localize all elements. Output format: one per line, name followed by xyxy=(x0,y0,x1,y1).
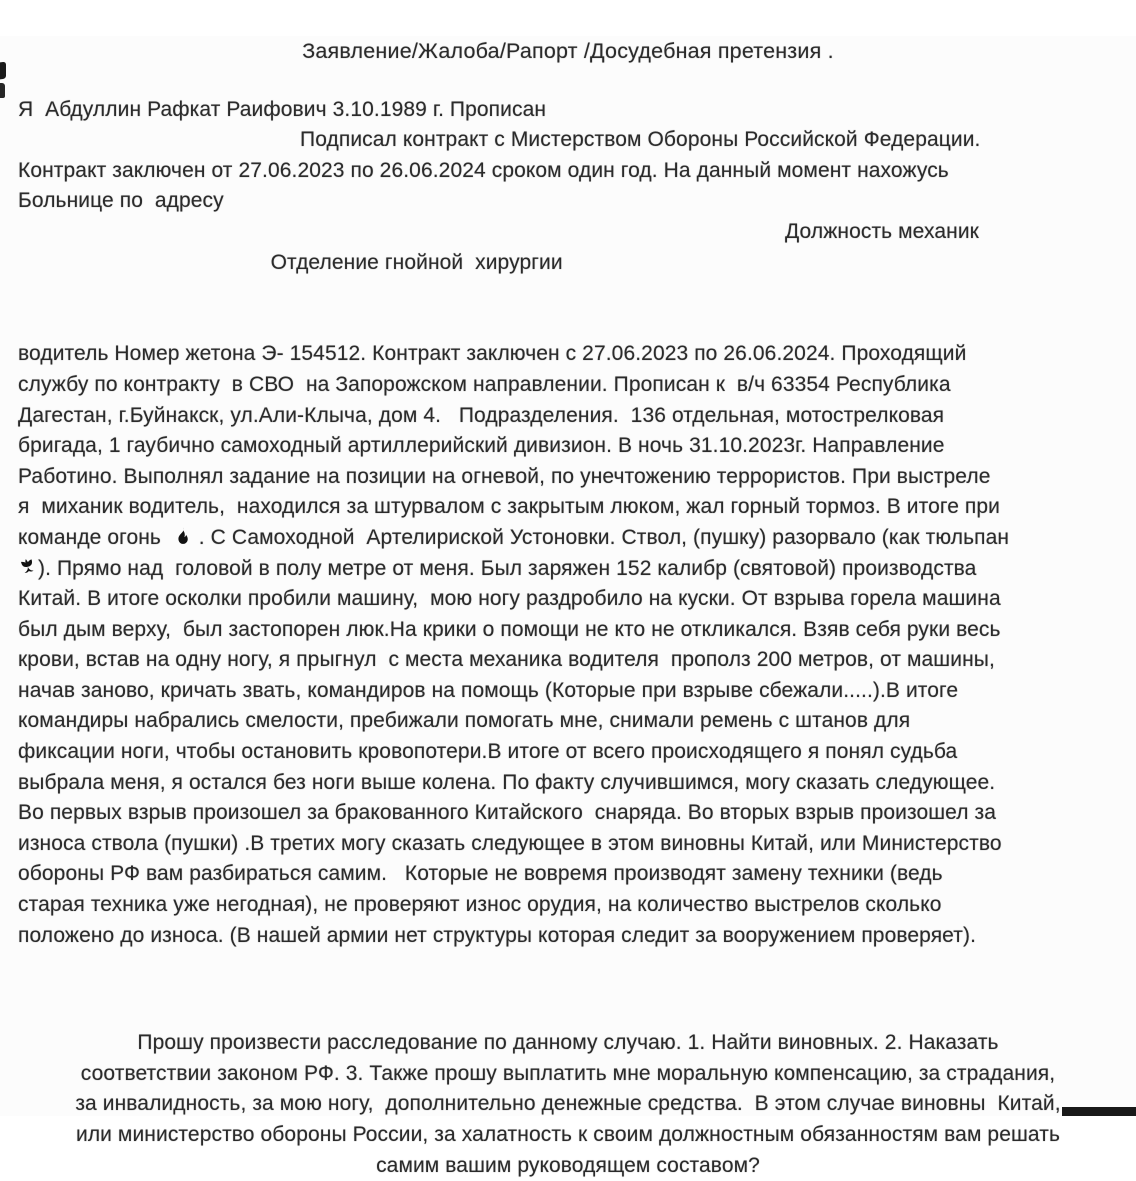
intro-line-contract-signed: Подписал контракт с Мистерством Обороны Российской Федерации. xyxy=(300,128,981,152)
scan-artifact-left xyxy=(0,83,5,98)
text-line: старая техника уже негодная), не проверяют износ орудия, на количество выстрелов сколько xyxy=(18,893,942,917)
text-line: обороны РФ вам разбираться самим. Которые не вовремя производят замену техники (ведь xyxy=(18,862,943,886)
closing-request-paragraph xyxy=(0,1028,1136,1181)
fire-icon xyxy=(173,525,193,548)
intro-line-applicant: Я Абдуллин Рафкат Раифович 3.10.1989 г. Прописан xyxy=(18,97,547,121)
text-line: водитель Номер жетона Э- 154512. Контракт заключен с 27.06.2023 по 26.06.2024. Проходящий xyxy=(18,342,967,366)
intro-line-contract-dates: Контракт заключен от 27.06.2023 по 26.06.2024 сроком один год. На данный момент нахожусь xyxy=(18,158,949,182)
text-line-fire xyxy=(0,523,1136,554)
fire-line-before: команде огонь xyxy=(18,525,173,549)
closing-line: Прошу произвести расследование по данному случаю. 1. Найти виновных. 2. Наказать xyxy=(137,1031,999,1055)
intro-line-hospital-address: Больнице по адресу xyxy=(18,189,224,213)
text-line: бригада, 1 гаубично самоходный артиллерийский дивизион. В ночь 31.10.2023г. Направление xyxy=(18,434,945,458)
department-label: Отделение гнойной хирургии xyxy=(270,250,563,274)
text-line: выбрала меня, я остался без ноги выше колена. По факту случившимся, могу сказать следующее. xyxy=(18,770,996,794)
scan-artifact-bottom-bar xyxy=(1062,1107,1136,1116)
document-title: Заявление/Жалоба/Рапорт /Досудебная претензия . xyxy=(302,39,834,63)
text-line: службу по контракту в СВО на Запорожском направлении. Прописан к в/ч 63354 Республика xyxy=(18,372,951,396)
document-body xyxy=(0,95,1136,1181)
text-line: Дагестан, г.Буйнакск, ул.Али-Клыча, дом 4. Подразделения. 136 отдельная, мотострелковая xyxy=(18,403,945,427)
scanned-document-page xyxy=(0,36,1136,1177)
text-line: положено до износа. (В нашей армии нет структуры которая следит за вооружением проверяет). xyxy=(18,923,976,947)
text-line: командиры набрались смелости, пребижали помогать мне, снимали ремень с штанов для xyxy=(18,709,911,733)
text-line: Китай. В итоге осколки пробили машину, мою ногу раздробило на куски. От взрыва горела машина xyxy=(18,587,1001,611)
department-position-line xyxy=(0,217,1136,339)
closing-line: соответствии законом РФ. 3. Также прошу выплатить мне моральную компенсацию, за страдания, xyxy=(80,1061,1056,1085)
tulip-icon xyxy=(16,553,41,580)
position-label: Должность механик xyxy=(785,219,979,243)
text-line: Работино. Выполнял задание на позиции на огневой, по унечтожению террористов. При выстреле xyxy=(18,464,991,488)
closing-line: или министерство обороны России, за халатность к своим должностным обязанностям вам решать xyxy=(75,1123,1060,1146)
tulip-line-after: ). Прямо над головой в полу метре от меня. Был заряжен 152 калибр (святовой) производства xyxy=(38,556,977,580)
text-line: износа ствола (пушки) .В третих могу сказать следующее в этом виновны Китай, или Министерство xyxy=(18,831,1002,855)
text-line: я миханик водитель, находился за штурвалом с закрытым люком, жал горный тормоз. В итоге при xyxy=(18,495,1000,519)
closing-line: самим вашим руководящем составом? xyxy=(376,1153,760,1177)
text-line: крови, встав на одну ногу, я прыгнул с места механика водителя прополз 200 метров, от машины, xyxy=(18,648,995,672)
closing-line: за инвалидность, за мою ногу, дополнительно денежные средства. В этом случае виновны Китай, xyxy=(75,1092,1061,1116)
text-line-tulip xyxy=(0,554,1136,585)
text-line: фиксации ноги, чтобы остановить кровопотери.В итоге от всего происходящего я понял судьба xyxy=(18,740,958,764)
scan-artifact-left-top xyxy=(0,62,6,80)
text-line: был дым верху, был застопорен люк.На крики о помощи не кто не откликался. Взяв себя руки весь xyxy=(18,617,1001,641)
text-line: Во первых взрыв произошел за бракованного Китайского снаряда. Во вторых взрыв произошел за xyxy=(18,801,997,825)
fire-line-after: . С Самоходной Артелириской Устоновки. Ствол, (пушку) разорвало (как тюльпан xyxy=(192,525,1010,549)
text-line: начав заново, кричать звать, командиров на помощь (Которые при взрыве сбежали.....).В итоге xyxy=(18,678,959,702)
